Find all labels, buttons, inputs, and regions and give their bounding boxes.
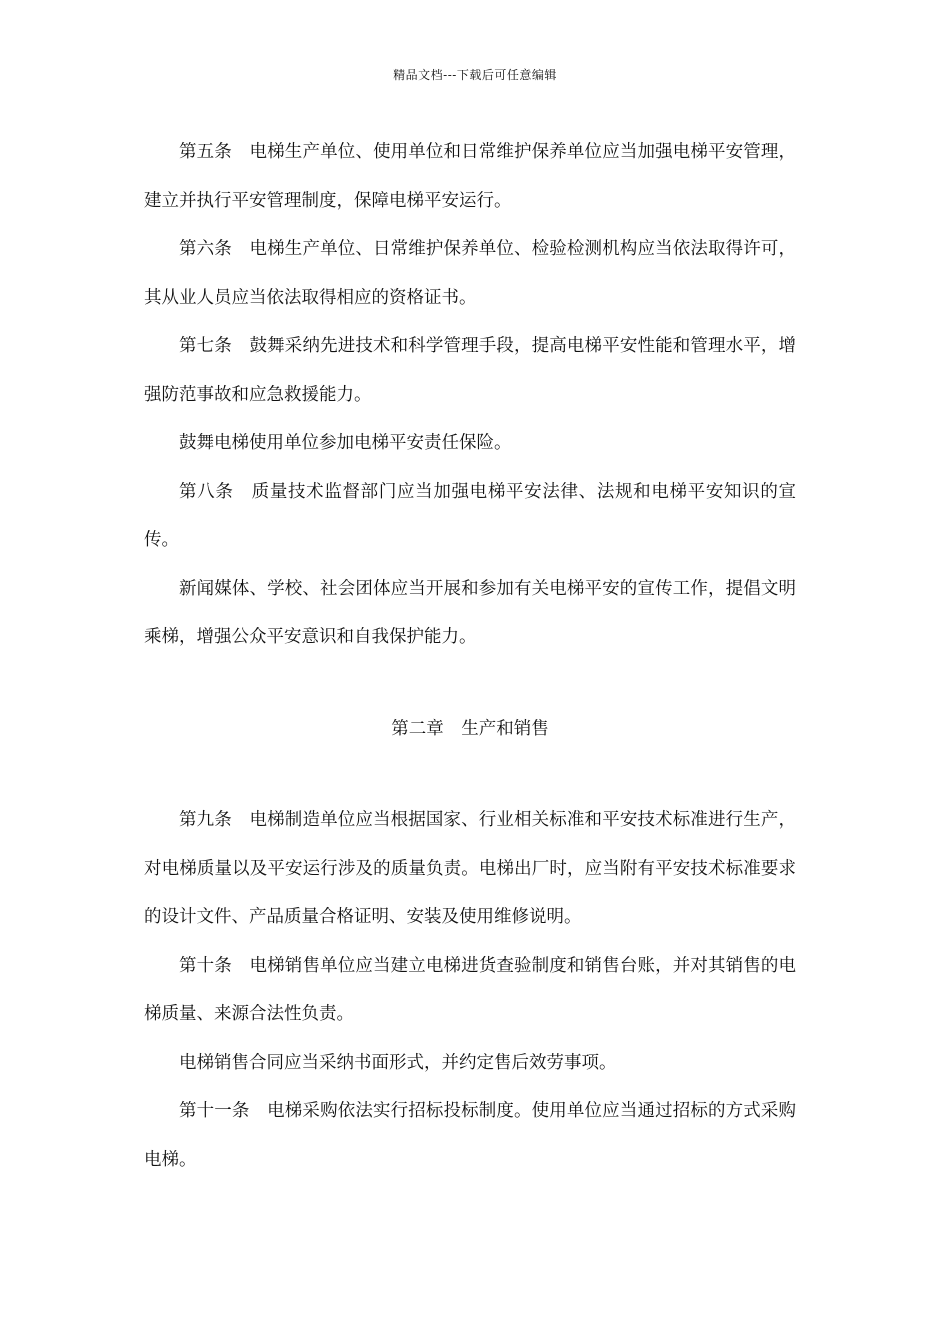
document-body: [144, 128, 796, 1184]
article-10-paragraph-2: [144, 1039, 796, 1088]
article-10: [144, 942, 796, 1039]
article-number: 第八条: [179, 481, 234, 502]
paragraph-text: 电梯销售合同应当采纳书面形式，并约定售后效劳事项。: [179, 1052, 617, 1073]
article-11: [144, 1087, 796, 1184]
article-7: [144, 322, 796, 419]
article-text: 质量技术监督部门应当加强电梯平安法律、法规和电梯平安知识的宣传。: [144, 481, 797, 550]
page-header: 精品文档---下载后可任意编辑: [393, 68, 557, 82]
article-number: 第十条: [179, 955, 232, 976]
article-number: 第五条: [179, 142, 232, 162]
article-9: [144, 796, 796, 942]
article-8-paragraph-2: [144, 565, 796, 662]
article-number: 第六条: [179, 239, 232, 259]
chapter-title: 生产和销售: [461, 718, 549, 739]
paragraph-text: 鼓舞电梯使用单位参加电梯平安责任保险。: [179, 433, 512, 453]
article-text: 鼓舞采纳先进技术和科学管理手段，提高电梯平安性能和管理水平，增强防范事故和应急救援能力。: [144, 336, 797, 405]
article-text: 电梯生产单位、使用单位和日常维护保养单位应当加强电梯平安管理，建立并执行平安管理制度，保障电梯平安运行。: [144, 142, 797, 211]
article-8: [144, 468, 796, 565]
article-text: 电梯采购依法实行招标投标制度。使用单位应当通过招标的方式采购电梯。: [144, 1101, 797, 1170]
chapter-heading: [144, 705, 796, 754]
article-5: [144, 128, 796, 225]
article-text: 电梯销售单位应当建立电梯进货查验制度和销售台账，并对其销售的电梯质量、来源合法性负责。: [144, 955, 797, 1024]
paragraph-text: 新闻媒体、学校、社会团体应当开展和参加有关电梯平安的宣传工作，提倡文明乘梯，增强公众平安意识和自我保护能力。: [144, 578, 796, 647]
article-number: 第七条: [179, 336, 232, 356]
article-text: 电梯生产单位、日常维护保养单位、检验检测机构应当依法取得许可，其从业人员应当依法取得相应的资格证书。: [144, 239, 797, 308]
article-6: [144, 225, 796, 322]
chapter-number: 第二章: [391, 718, 444, 739]
article-number: 第九条: [179, 810, 232, 830]
article-number: 第十一条: [179, 1101, 250, 1121]
article-7-paragraph-2: [144, 419, 796, 468]
article-text: 电梯制造单位应当根据国家、行业相关标准和平安技术标准进行生产，对电梯质量以及平安运行涉及的质量负责。电梯出厂时，应当附有平安技术标准要求的设计文件、产品质量合格证明、安装及使用维修说明。: [144, 810, 797, 927]
